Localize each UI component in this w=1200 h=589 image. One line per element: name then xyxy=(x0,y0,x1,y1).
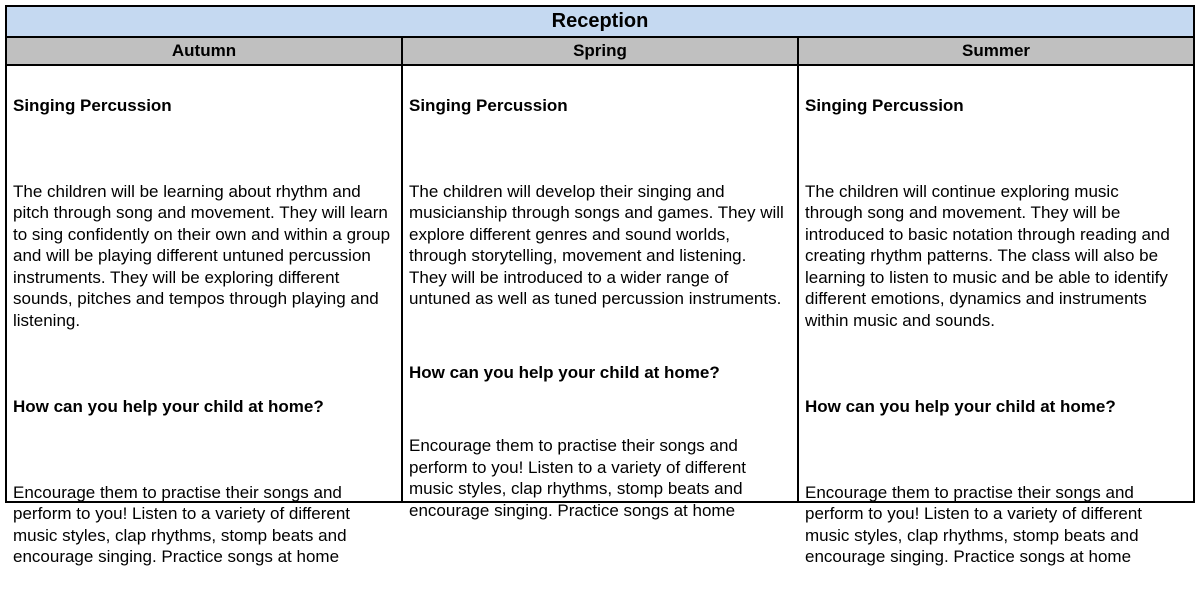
term-header-summer: Summer xyxy=(961,41,1031,60)
help-heading: How can you help your child at home? xyxy=(409,362,720,382)
curriculum-table xyxy=(5,5,1195,566)
term-header-spring: Spring xyxy=(403,38,799,64)
topic-title: Singing Percussion xyxy=(409,95,568,115)
help-heading: How can you help your child at home? xyxy=(13,396,324,416)
help-heading: How can you help your child at home? xyxy=(805,396,1116,416)
topic-title: Singing Percussion xyxy=(13,95,172,115)
term-header-row xyxy=(7,38,1193,66)
term-header-autumn: Autumn xyxy=(7,38,403,64)
help-text: Encourage them to practise their songs and perform to you! Listen to a variety of different music styles, clap rhythms, stomp beats and encourage singing. Practice songs at home xyxy=(13,482,351,566)
help-text: Encourage them to practise their songs and perform to you! Listen to a variety of different music styles, clap rhythms, stomp beats and encourage singing. Practice songs at home xyxy=(805,482,1143,566)
term-cell-autumn xyxy=(7,66,403,566)
term-content-row xyxy=(7,66,1193,566)
term-cell-spring xyxy=(403,66,799,520)
topic-title: Singing Percussion xyxy=(805,95,964,115)
help-text: Encourage them to practise their songs and perform to you! Listen to a variety of different music styles, clap rhythms, stomp beats and encourage singing. Practice songs at home xyxy=(409,436,747,520)
term-description: The children will be learning about rhythm and pitch through song and movement. They will learn to sing confidently on their own and within a group and will be playing different untuned percussion instruments. They will be exploring different sounds, pitches and tempos through playing and listening. xyxy=(13,181,391,330)
table-title: Reception xyxy=(7,7,1193,38)
term-cell-summer xyxy=(799,66,1193,566)
term-description: The children will develop their singing and musicianship through songs and games. They will explore different genres and sound worlds, through storytelling, movement and listening. They will be introduced to a wider range of untuned as well as tuned percussion instruments. xyxy=(409,181,784,308)
term-description: The children will continue exploring music through song and movement. They will be introduced to basic notation through reading and creating rhythm patterns. The class will also be learning to listen to music and be able to identify different emotions, dynamics and instruments within music and sounds. xyxy=(805,181,1170,330)
